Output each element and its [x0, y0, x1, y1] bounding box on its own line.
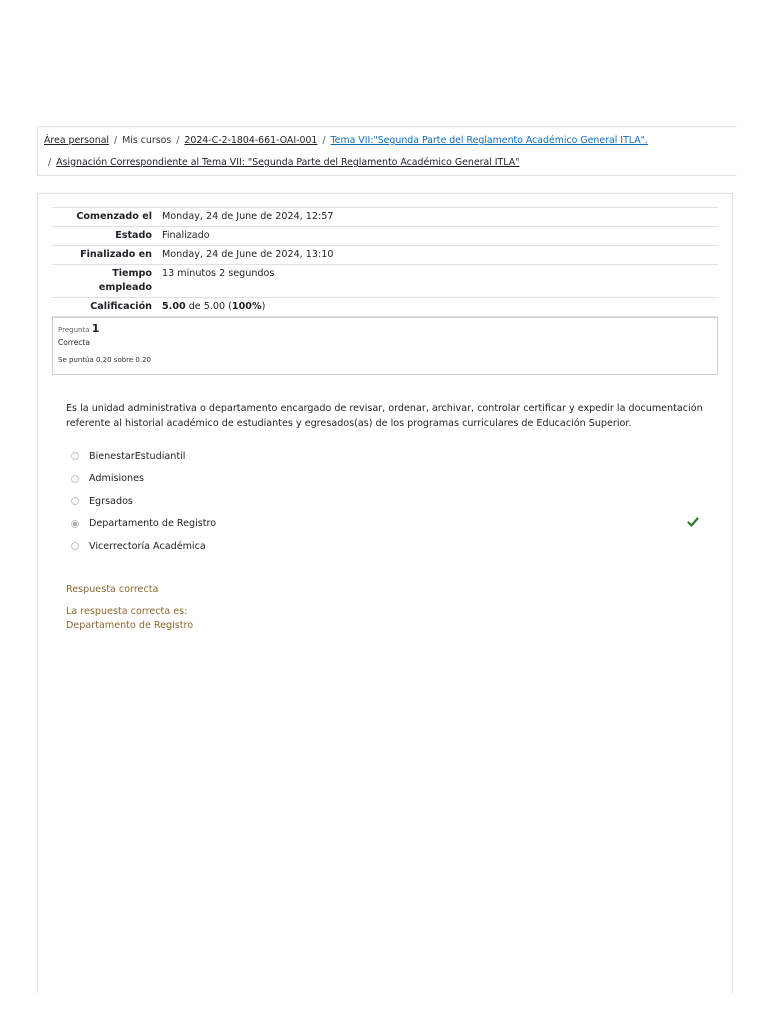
- summary-value: Finalizado: [162, 230, 210, 241]
- summary-row-grade: [52, 298, 718, 317]
- grade-percent: 100%: [231, 301, 262, 312]
- summary-label: Calificación: [90, 301, 152, 312]
- summary-row-state: [52, 227, 718, 246]
- quiz-review-card: [37, 193, 733, 993]
- summary-label: Comenzado el: [76, 211, 152, 222]
- breadcrumb: [37, 126, 737, 176]
- answer-radio[interactable]: [71, 475, 79, 483]
- summary-label: [52, 265, 157, 298]
- breadcrumb-separator: /: [176, 135, 180, 146]
- answer-radio[interactable]: [71, 542, 79, 550]
- answer-label: Admisiones: [89, 473, 145, 485]
- question-prefix: Pregunta: [58, 326, 90, 334]
- answer-label: Egrsados: [89, 495, 133, 507]
- answer-option-selected: [71, 513, 711, 536]
- question-number: [58, 322, 712, 335]
- answer-option: [71, 468, 711, 491]
- breadcrumb-home-link[interactable]: Área personal: [44, 135, 110, 146]
- check-icon: [687, 516, 699, 528]
- answer-option: [71, 490, 711, 513]
- feedback-right-answer: Departamento de Registro: [66, 620, 194, 631]
- summary-label-part: empleado: [98, 282, 152, 293]
- answer-label: Vicerrectoría Académica: [89, 540, 206, 552]
- answer-radio-checked[interactable]: [71, 520, 79, 528]
- summary-value: Monday, 24 de June de 2024, 12:57: [162, 211, 334, 222]
- feedback-box: [66, 583, 193, 633]
- summary-value: [157, 298, 718, 317]
- breadcrumb-courses: Mis cursos: [122, 135, 172, 146]
- breadcrumb-line-2: [44, 157, 519, 168]
- grade-score: 5.00: [162, 301, 186, 312]
- breadcrumb-course-link[interactable]: 2024-C-2-1804-661-OAI-001: [184, 135, 318, 146]
- breadcrumb-separator: /: [114, 135, 118, 146]
- answer-list: [71, 445, 711, 558]
- summary-label: Finalizado en: [80, 249, 152, 260]
- answer-radio[interactable]: [71, 497, 79, 505]
- grade-of: de 5.00 (: [185, 301, 232, 312]
- answer-label: Departamento de Registro: [89, 518, 217, 530]
- attempt-summary-table: [52, 207, 718, 317]
- summary-row-time: [52, 265, 718, 298]
- summary-label: Estado: [115, 230, 152, 241]
- summary-row-started: [52, 208, 718, 227]
- answer-radio[interactable]: [71, 452, 79, 460]
- question-info-box: [52, 317, 718, 375]
- feedback-right-label: La respuesta correcta es:: [66, 606, 188, 617]
- answer-label: BienestarEstudiantil: [89, 450, 186, 462]
- question-number-value: 1: [91, 322, 100, 335]
- breadcrumb-line-1: [44, 135, 648, 146]
- breadcrumb-assignment-link[interactable]: Asignación Correspondiente al Tema VII: "Segunda Parte del Reglamento Académico General ITLA": [56, 157, 520, 168]
- breadcrumb-separator: /: [322, 135, 326, 146]
- breadcrumb-topic-link[interactable]: Tema VII:"Segunda Parte del Reglamento Académico General ITLA".: [330, 135, 648, 146]
- grade-close: ): [261, 301, 266, 312]
- breadcrumb-separator: /: [48, 157, 52, 168]
- feedback-result: Respuesta correcta: [66, 584, 159, 595]
- answer-option: [71, 535, 711, 558]
- question-grade: Se puntúa 0.20 sobre 0.20: [58, 356, 152, 364]
- summary-value: Monday, 24 de June de 2024, 13:10: [162, 249, 334, 260]
- question-text: Es la unidad administrativa o departamento encargado de revisar, ordenar, archivar, controlar certificar y expedir la documentación referente al historial académico de estudiantes y egresados(as) de los programas curriculares de Educación Superior.: [66, 403, 703, 429]
- summary-label-part: Tiempo: [112, 268, 152, 279]
- answer-option: [71, 445, 711, 468]
- question-state: Correcta: [58, 338, 90, 347]
- summary-row-finished: [52, 246, 718, 265]
- summary-value: 13 minutos 2 segundos: [162, 268, 275, 279]
